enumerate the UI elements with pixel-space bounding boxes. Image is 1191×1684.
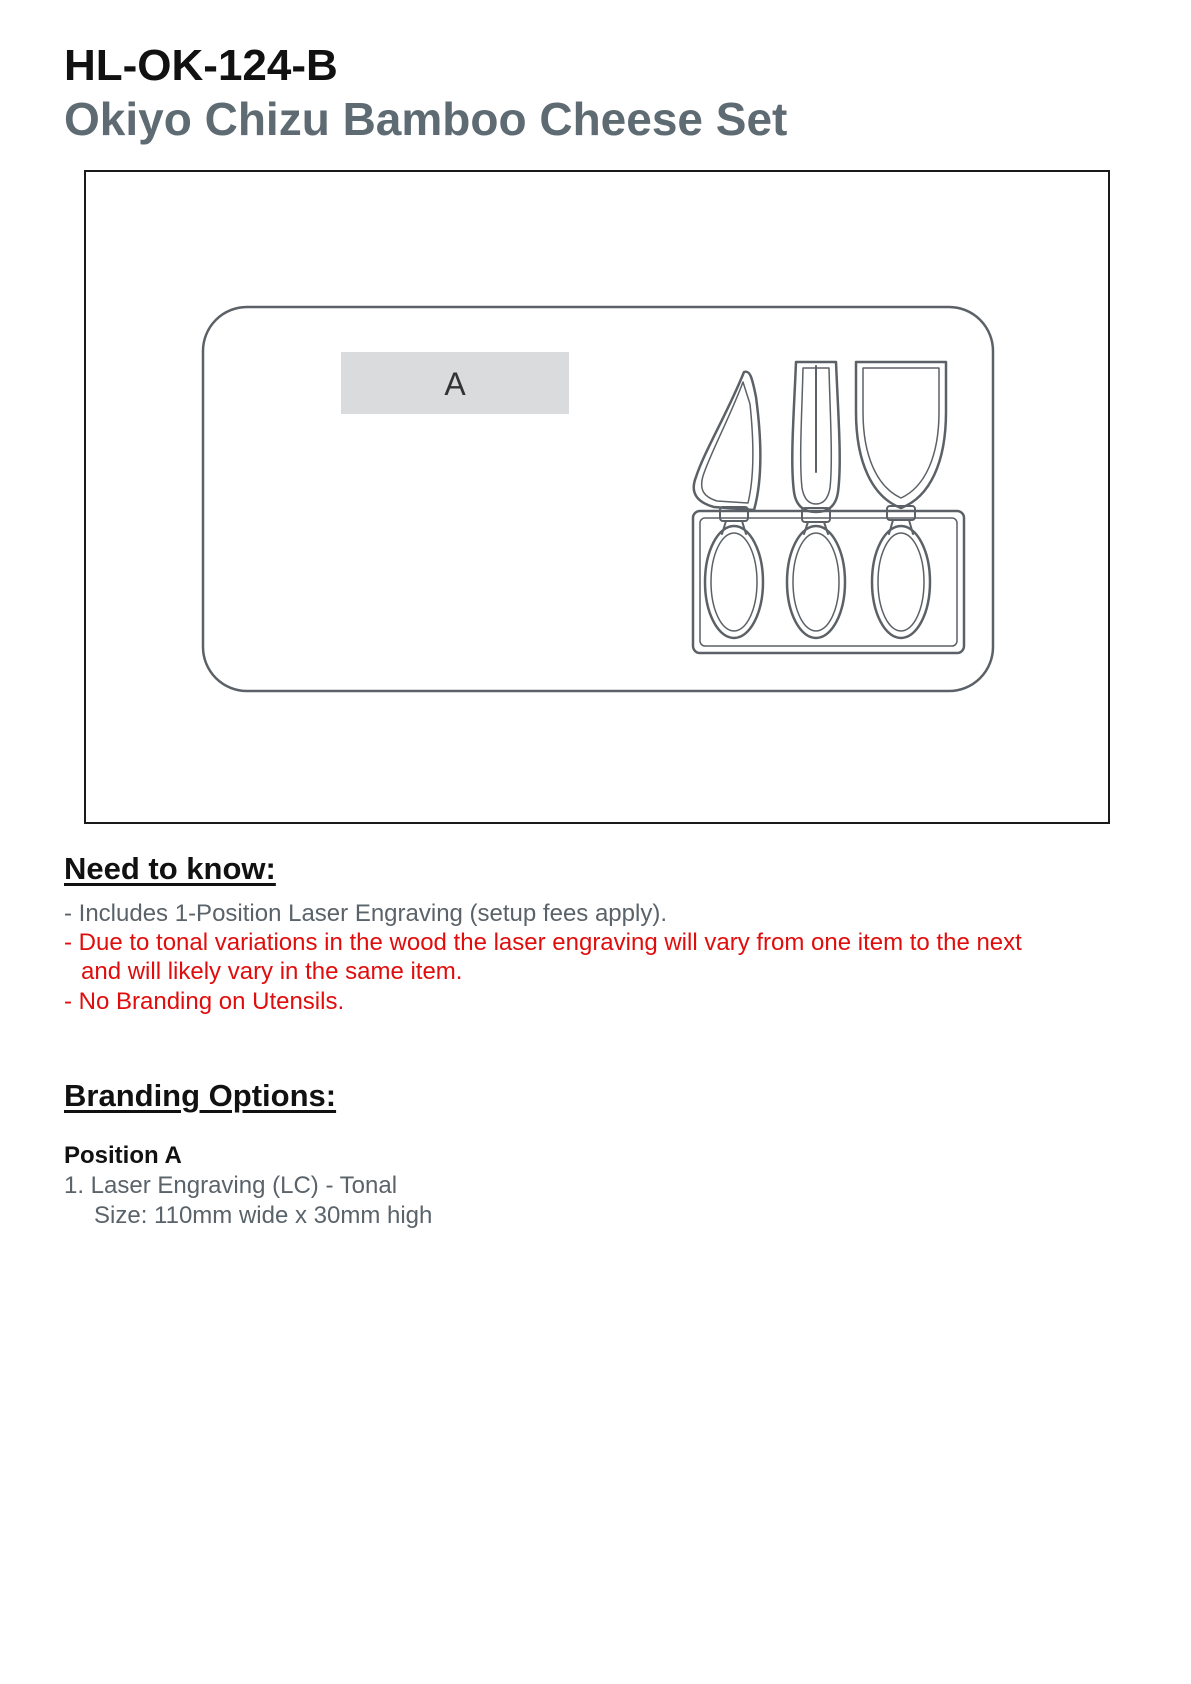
branding-option-size: Size: 110mm wide x 30mm high bbox=[94, 1202, 433, 1229]
note-tonal-variation-line1: - Due to tonal variations in the wood the laser engraving will vary from one item to the next bbox=[64, 929, 1022, 956]
product-name: Okiyo Chizu Bamboo Cheese Set bbox=[64, 93, 788, 145]
cheese-knife-triangle-icon bbox=[694, 372, 763, 638]
note-no-utensil-branding: - No Branding on Utensils. bbox=[64, 988, 345, 1015]
position-a-label: Position A bbox=[64, 1142, 182, 1169]
product-diagram bbox=[86, 172, 1112, 826]
product-diagram-frame bbox=[84, 170, 1110, 824]
branding-options-heading: Branding Options: bbox=[64, 1078, 337, 1113]
product-code: HL-OK-124-B bbox=[64, 41, 338, 90]
note-tonal-variation bbox=[64, 928, 1022, 986]
bamboo-board-outline bbox=[203, 307, 993, 691]
note-tonal-variation-line2: and will likely vary in the same item. bbox=[81, 958, 463, 985]
cheese-spade-knife-icon bbox=[856, 362, 946, 638]
need-to-know-heading: Need to know: bbox=[64, 851, 276, 886]
branding-option-laser: 1. Laser Engraving (LC) - Tonal bbox=[64, 1172, 398, 1199]
note-engraving-included: - Includes 1-Position Laser Engraving (setup fees apply). bbox=[64, 900, 667, 927]
branding-area-label: A bbox=[444, 366, 466, 402]
cheese-fork-icon bbox=[787, 362, 845, 638]
